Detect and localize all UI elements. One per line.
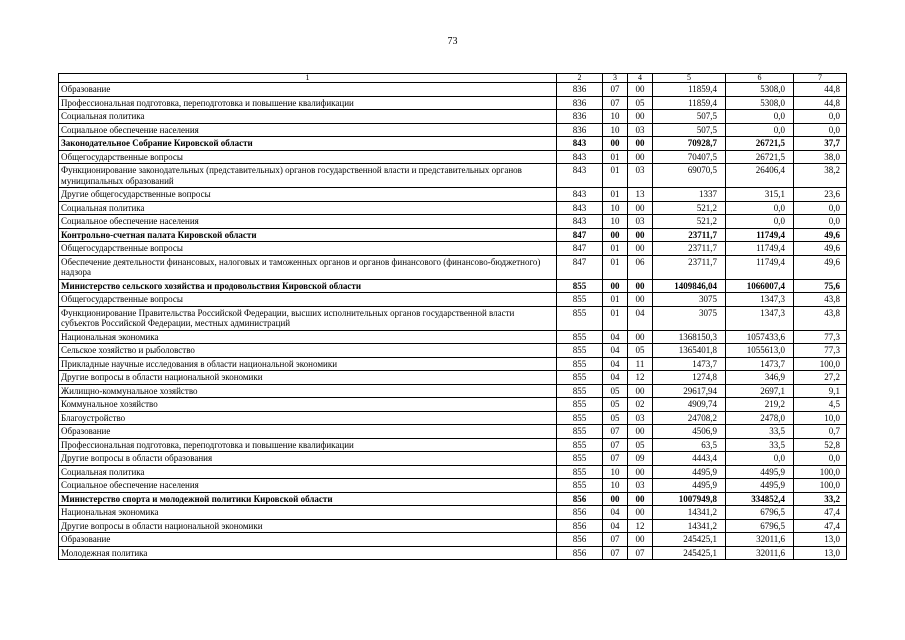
- row-code-cell: 856: [557, 492, 603, 506]
- table-row: [59, 533, 847, 547]
- row-executed-cell: 6796,5: [726, 519, 794, 533]
- row-percent-cell: 47,4: [794, 519, 847, 533]
- row-section-cell: 10: [603, 201, 628, 215]
- row-code-cell: 856: [557, 519, 603, 533]
- row-code-cell: 855: [557, 371, 603, 385]
- table-body: [59, 74, 847, 560]
- row-percent-cell: 47,4: [794, 506, 847, 520]
- row-percent-cell: 0,0: [794, 110, 847, 124]
- row-executed-cell: 11749,4: [726, 255, 794, 279]
- table-row: [59, 506, 847, 520]
- row-subsection-cell: 00: [628, 293, 653, 307]
- row-code-cell: 855: [557, 465, 603, 479]
- row-plan-cell: 4506,9: [653, 425, 726, 439]
- row-percent-cell: 75,6: [794, 279, 847, 293]
- row-percent-cell: 49,6: [794, 255, 847, 279]
- row-plan-cell: 23711,7: [653, 228, 726, 242]
- row-name-cell: Социальная политика: [59, 201, 557, 215]
- row-name-cell: Контрольно-счетная палата Кировской области: [59, 228, 557, 242]
- header-cell-code: 2: [557, 74, 603, 83]
- row-subsection-cell: 00: [628, 228, 653, 242]
- row-subsection-cell: 04: [628, 306, 653, 330]
- row-name-cell: Прикладные научные исследования в области национальной экономики: [59, 357, 557, 371]
- table-row: [59, 479, 847, 493]
- table-row: [59, 452, 847, 466]
- row-subsection-cell: 11: [628, 357, 653, 371]
- row-percent-cell: 52,8: [794, 438, 847, 452]
- row-executed-cell: 2478,0: [726, 411, 794, 425]
- row-name-cell: Образование: [59, 83, 557, 97]
- row-percent-cell: 0,7: [794, 425, 847, 439]
- row-percent-cell: 77,3: [794, 344, 847, 358]
- row-plan-cell: 63,5: [653, 438, 726, 452]
- table-row: [59, 242, 847, 256]
- header-cell-subsection: 4: [628, 74, 653, 83]
- row-section-cell: 10: [603, 215, 628, 229]
- row-executed-cell: 1473,7: [726, 357, 794, 371]
- row-executed-cell: 26721,5: [726, 137, 794, 151]
- table-row: [59, 425, 847, 439]
- row-code-cell: 843: [557, 164, 603, 188]
- row-plan-cell: 11859,4: [653, 83, 726, 97]
- row-percent-cell: 13,0: [794, 546, 847, 560]
- row-executed-cell: 346,9: [726, 371, 794, 385]
- row-subsection-cell: 03: [628, 164, 653, 188]
- row-name-cell: Благоустройство: [59, 411, 557, 425]
- row-section-cell: 01: [603, 164, 628, 188]
- row-executed-cell: 219,2: [726, 398, 794, 412]
- row-code-cell: 843: [557, 215, 603, 229]
- row-code-cell: 855: [557, 344, 603, 358]
- row-section-cell: 05: [603, 384, 628, 398]
- row-code-cell: 856: [557, 506, 603, 520]
- row-executed-cell: 334852,4: [726, 492, 794, 506]
- row-name-cell: Молодежная политика: [59, 546, 557, 560]
- row-name-cell: Социальное обеспечение населения: [59, 123, 557, 137]
- row-plan-cell: 1274,8: [653, 371, 726, 385]
- row-subsection-cell: 09: [628, 452, 653, 466]
- row-plan-cell: 4909,74: [653, 398, 726, 412]
- row-section-cell: 07: [603, 425, 628, 439]
- row-section-cell: 05: [603, 411, 628, 425]
- header-cell-percent: 7: [794, 74, 847, 83]
- row-section-cell: 00: [603, 228, 628, 242]
- table-row: [59, 546, 847, 560]
- row-plan-cell: 70928,7: [653, 137, 726, 151]
- row-percent-cell: 4,5: [794, 398, 847, 412]
- header-cell-plan: 5: [653, 74, 726, 83]
- table-row: [59, 164, 847, 188]
- row-code-cell: 836: [557, 110, 603, 124]
- row-subsection-cell: 00: [628, 242, 653, 256]
- row-section-cell: 04: [603, 506, 628, 520]
- row-plan-cell: 14341,2: [653, 506, 726, 520]
- row-plan-cell: 1337: [653, 188, 726, 202]
- row-percent-cell: 0,0: [794, 201, 847, 215]
- row-percent-cell: 100,0: [794, 357, 847, 371]
- table-row: [59, 344, 847, 358]
- row-plan-cell: 14341,2: [653, 519, 726, 533]
- row-section-cell: 01: [603, 306, 628, 330]
- row-name-cell: Функционирование законодательных (представительных) органов государственной власти и представительных органов муниципальных образований: [59, 164, 557, 188]
- row-plan-cell: 3075: [653, 293, 726, 307]
- table-row: [59, 398, 847, 412]
- row-executed-cell: 11749,4: [726, 242, 794, 256]
- row-name-cell: Образование: [59, 533, 557, 547]
- table-row: [59, 96, 847, 110]
- row-executed-cell: 0,0: [726, 123, 794, 137]
- row-subsection-cell: 07: [628, 546, 653, 560]
- row-percent-cell: 33,2: [794, 492, 847, 506]
- row-section-cell: 01: [603, 150, 628, 164]
- row-percent-cell: 49,6: [794, 242, 847, 256]
- row-section-cell: 01: [603, 188, 628, 202]
- row-subsection-cell: 00: [628, 492, 653, 506]
- row-executed-cell: 5308,0: [726, 83, 794, 97]
- table-header-row: [59, 74, 847, 83]
- table-row: [59, 215, 847, 229]
- row-percent-cell: 43,8: [794, 293, 847, 307]
- row-code-cell: 855: [557, 330, 603, 344]
- row-code-cell: 855: [557, 411, 603, 425]
- row-name-cell: Социальная политика: [59, 110, 557, 124]
- row-subsection-cell: 00: [628, 83, 653, 97]
- row-percent-cell: 43,8: [794, 306, 847, 330]
- row-executed-cell: 33,5: [726, 438, 794, 452]
- row-plan-cell: 1368150,3: [653, 330, 726, 344]
- row-code-cell: 836: [557, 83, 603, 97]
- row-subsection-cell: 12: [628, 371, 653, 385]
- table-row: [59, 279, 847, 293]
- row-code-cell: 856: [557, 533, 603, 547]
- row-code-cell: 855: [557, 479, 603, 493]
- row-percent-cell: 23,6: [794, 188, 847, 202]
- page-number: 73: [447, 36, 458, 47]
- row-plan-cell: 521,2: [653, 201, 726, 215]
- table-row: [59, 357, 847, 371]
- row-plan-cell: 1473,7: [653, 357, 726, 371]
- row-subsection-cell: 00: [628, 201, 653, 215]
- row-name-cell: Министерство спорта и молодежной политики Кировской области: [59, 492, 557, 506]
- row-name-cell: Социальная политика: [59, 465, 557, 479]
- header-cell-executed: 6: [726, 74, 794, 83]
- row-executed-cell: 1347,3: [726, 306, 794, 330]
- row-name-cell: Общегосударственные вопросы: [59, 242, 557, 256]
- row-subsection-cell: 03: [628, 215, 653, 229]
- row-name-cell: Национальная экономика: [59, 330, 557, 344]
- table-row: [59, 384, 847, 398]
- row-plan-cell: 4495,9: [653, 479, 726, 493]
- row-section-cell: 07: [603, 546, 628, 560]
- row-section-cell: 07: [603, 96, 628, 110]
- table-row: [59, 83, 847, 97]
- row-name-cell: Образование: [59, 425, 557, 439]
- row-section-cell: 01: [603, 255, 628, 279]
- row-name-cell: Другие общегосударственные вопросы: [59, 188, 557, 202]
- row-section-cell: 10: [603, 479, 628, 493]
- row-name-cell: Другие вопросы в области национальной экономики: [59, 519, 557, 533]
- row-subsection-cell: 00: [628, 506, 653, 520]
- row-executed-cell: 0,0: [726, 215, 794, 229]
- row-code-cell: 843: [557, 137, 603, 151]
- table-row: [59, 123, 847, 137]
- row-executed-cell: 32011,6: [726, 546, 794, 560]
- table-row: [59, 492, 847, 506]
- row-subsection-cell: 05: [628, 344, 653, 358]
- table-row: [59, 201, 847, 215]
- row-section-cell: 10: [603, 465, 628, 479]
- row-subsection-cell: 00: [628, 533, 653, 547]
- row-name-cell: Национальная экономика: [59, 506, 557, 520]
- row-code-cell: 856: [557, 546, 603, 560]
- table-row: [59, 306, 847, 330]
- row-name-cell: Профессиональная подготовка, переподготовка и повышение квалификации: [59, 438, 557, 452]
- row-name-cell: Профессиональная подготовка, переподготовка и повышение квалификации: [59, 96, 557, 110]
- row-section-cell: 07: [603, 533, 628, 547]
- row-subsection-cell: 03: [628, 123, 653, 137]
- row-section-cell: 04: [603, 357, 628, 371]
- row-plan-cell: 29617,94: [653, 384, 726, 398]
- row-plan-cell: 507,5: [653, 110, 726, 124]
- row-section-cell: 00: [603, 492, 628, 506]
- row-executed-cell: 0,0: [726, 452, 794, 466]
- row-percent-cell: 37,7: [794, 137, 847, 151]
- row-executed-cell: 1057433,6: [726, 330, 794, 344]
- row-section-cell: 04: [603, 371, 628, 385]
- row-subsection-cell: 00: [628, 110, 653, 124]
- row-name-cell: Законодательное Собрание Кировской области: [59, 137, 557, 151]
- row-percent-cell: 38,2: [794, 164, 847, 188]
- row-percent-cell: 0,0: [794, 452, 847, 466]
- table-row: [59, 330, 847, 344]
- row-percent-cell: 38,0: [794, 150, 847, 164]
- table-row: [59, 371, 847, 385]
- row-code-cell: 836: [557, 123, 603, 137]
- row-subsection-cell: 00: [628, 425, 653, 439]
- row-name-cell: Министерство сельского хозяйства и продовольствия Кировской области: [59, 279, 557, 293]
- row-section-cell: 10: [603, 110, 628, 124]
- table-row: [59, 188, 847, 202]
- row-code-cell: 855: [557, 452, 603, 466]
- header-cell-name: 1: [59, 74, 557, 83]
- budget-table: [58, 73, 847, 560]
- table-row: [59, 438, 847, 452]
- row-section-cell: 00: [603, 279, 628, 293]
- row-section-cell: 04: [603, 344, 628, 358]
- row-percent-cell: 9,1: [794, 384, 847, 398]
- row-name-cell: Функционирование Правительства Российской Федерации, высших исполнительных органов государственной власти субъектов Российской Федерации, местных администраций: [59, 306, 557, 330]
- row-subsection-cell: 00: [628, 384, 653, 398]
- row-code-cell: 855: [557, 306, 603, 330]
- row-executed-cell: 26406,4: [726, 164, 794, 188]
- row-name-cell: Обеспечение деятельности финансовых, налоговых и таможенных органов и органов финансового (финансово-бюджетного) надзора: [59, 255, 557, 279]
- row-plan-cell: 23711,7: [653, 255, 726, 279]
- row-plan-cell: 4495,9: [653, 465, 726, 479]
- table-row: [59, 110, 847, 124]
- row-name-cell: Социальное обеспечение населения: [59, 479, 557, 493]
- row-name-cell: Жилищно-коммунальное хозяйство: [59, 384, 557, 398]
- row-percent-cell: 0,0: [794, 215, 847, 229]
- row-section-cell: 05: [603, 398, 628, 412]
- row-code-cell: 855: [557, 398, 603, 412]
- table-row: [59, 137, 847, 151]
- row-percent-cell: 27,2: [794, 371, 847, 385]
- row-code-cell: 843: [557, 188, 603, 202]
- row-plan-cell: 70407,5: [653, 150, 726, 164]
- row-plan-cell: 521,2: [653, 215, 726, 229]
- row-executed-cell: 32011,6: [726, 533, 794, 547]
- row-subsection-cell: 05: [628, 438, 653, 452]
- row-code-cell: 855: [557, 384, 603, 398]
- row-name-cell: Общегосударственные вопросы: [59, 293, 557, 307]
- row-name-cell: Общегосударственные вопросы: [59, 150, 557, 164]
- row-executed-cell: 0,0: [726, 201, 794, 215]
- row-subsection-cell: 12: [628, 519, 653, 533]
- row-plan-cell: 24708,2: [653, 411, 726, 425]
- row-code-cell: 836: [557, 96, 603, 110]
- row-subsection-cell: 13: [628, 188, 653, 202]
- row-subsection-cell: 03: [628, 411, 653, 425]
- row-name-cell: Сельское хозяйство и рыболовство: [59, 344, 557, 358]
- row-executed-cell: 11749,4: [726, 228, 794, 242]
- row-code-cell: 855: [557, 438, 603, 452]
- table-row: [59, 465, 847, 479]
- row-plan-cell: 23711,7: [653, 242, 726, 256]
- row-code-cell: 847: [557, 228, 603, 242]
- row-section-cell: 07: [603, 438, 628, 452]
- row-name-cell: Социальное обеспечение населения: [59, 215, 557, 229]
- table-row: [59, 293, 847, 307]
- row-name-cell: Другие вопросы в области образования: [59, 452, 557, 466]
- row-percent-cell: 100,0: [794, 479, 847, 493]
- row-subsection-cell: 00: [628, 330, 653, 344]
- row-executed-cell: 1347,3: [726, 293, 794, 307]
- row-section-cell: 07: [603, 83, 628, 97]
- row-plan-cell: 3075: [653, 306, 726, 330]
- row-plan-cell: 11859,4: [653, 96, 726, 110]
- row-subsection-cell: 00: [628, 465, 653, 479]
- table-row: [59, 411, 847, 425]
- row-percent-cell: 44,8: [794, 83, 847, 97]
- row-code-cell: 847: [557, 242, 603, 256]
- row-executed-cell: 0,0: [726, 110, 794, 124]
- row-executed-cell: 5308,0: [726, 96, 794, 110]
- row-code-cell: 855: [557, 293, 603, 307]
- row-code-cell: 847: [557, 255, 603, 279]
- row-section-cell: 07: [603, 452, 628, 466]
- row-plan-cell: 1409846,04: [653, 279, 726, 293]
- row-name-cell: Коммунальное хозяйство: [59, 398, 557, 412]
- row-percent-cell: 77,3: [794, 330, 847, 344]
- row-executed-cell: 4495,9: [726, 479, 794, 493]
- row-percent-cell: 13,0: [794, 533, 847, 547]
- row-subsection-cell: 05: [628, 96, 653, 110]
- row-percent-cell: 10,0: [794, 411, 847, 425]
- table-row: [59, 519, 847, 533]
- row-code-cell: 855: [557, 279, 603, 293]
- row-section-cell: 01: [603, 293, 628, 307]
- row-plan-cell: 69070,5: [653, 164, 726, 188]
- row-section-cell: 04: [603, 330, 628, 344]
- row-code-cell: 843: [557, 201, 603, 215]
- row-subsection-cell: 00: [628, 279, 653, 293]
- row-executed-cell: 6796,5: [726, 506, 794, 520]
- row-plan-cell: 245425,1: [653, 533, 726, 547]
- row-plan-cell: 4443,4: [653, 452, 726, 466]
- header-cell-section: 3: [603, 74, 628, 83]
- row-plan-cell: 1007949,8: [653, 492, 726, 506]
- row-executed-cell: 26721,5: [726, 150, 794, 164]
- row-percent-cell: 49,6: [794, 228, 847, 242]
- row-executed-cell: 2697,1: [726, 384, 794, 398]
- row-percent-cell: 100,0: [794, 465, 847, 479]
- row-plan-cell: 245425,1: [653, 546, 726, 560]
- row-subsection-cell: 03: [628, 479, 653, 493]
- row-code-cell: 855: [557, 357, 603, 371]
- row-section-cell: 00: [603, 137, 628, 151]
- row-section-cell: 01: [603, 242, 628, 256]
- row-subsection-cell: 06: [628, 255, 653, 279]
- table-row: [59, 150, 847, 164]
- row-percent-cell: 44,8: [794, 96, 847, 110]
- row-executed-cell: 315,1: [726, 188, 794, 202]
- row-code-cell: 855: [557, 425, 603, 439]
- row-subsection-cell: 00: [628, 137, 653, 151]
- row-plan-cell: 507,5: [653, 123, 726, 137]
- row-subsection-cell: 02: [628, 398, 653, 412]
- row-plan-cell: 1365401,8: [653, 344, 726, 358]
- row-section-cell: 04: [603, 519, 628, 533]
- row-section-cell: 10: [603, 123, 628, 137]
- table-row: [59, 228, 847, 242]
- row-executed-cell: 1055613,0: [726, 344, 794, 358]
- row-name-cell: Другие вопросы в области национальной экономики: [59, 371, 557, 385]
- row-subsection-cell: 00: [628, 150, 653, 164]
- row-code-cell: 843: [557, 150, 603, 164]
- row-executed-cell: 1066007,4: [726, 279, 794, 293]
- table-row: [59, 255, 847, 279]
- row-executed-cell: 4495,9: [726, 465, 794, 479]
- row-executed-cell: 33,5: [726, 425, 794, 439]
- row-percent-cell: 0,0: [794, 123, 847, 137]
